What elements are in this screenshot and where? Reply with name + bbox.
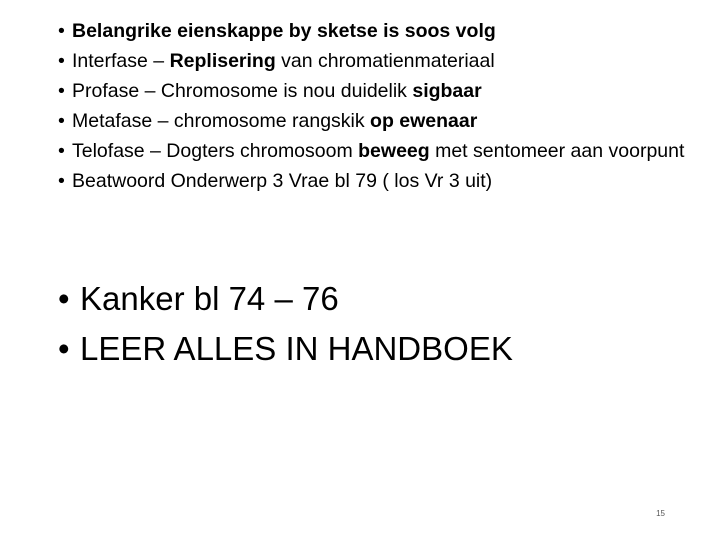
detail-bullet-item	[58, 138, 698, 164]
heading-bullet-item	[58, 324, 698, 374]
bold-text-run: Belangrike eienskappe by sketse is soos volg	[72, 20, 496, 42]
text-run: Metafase – chromosome rangskik	[72, 110, 371, 132]
text-run: van chromatienmateriaal	[275, 50, 495, 72]
bullet-text	[72, 18, 698, 44]
detail-bullet-item	[58, 48, 698, 74]
heading-bullet-text: LEER ALLES IN HANDBOEK	[80, 330, 513, 367]
detail-bullet-item	[58, 18, 698, 44]
bullet-text	[72, 168, 698, 194]
bullet-marker: •	[58, 330, 70, 367]
detail-bullet-item	[58, 168, 698, 194]
bold-text-run: Replisering	[169, 50, 276, 72]
text-run: Beatwoord Onderwerp 3 Vrae bl 79 ( los Vr 3 uit)	[72, 170, 493, 192]
bullet-marker: •	[58, 140, 65, 162]
bold-text-run: beweeg	[358, 140, 430, 162]
bullet-marker: •	[58, 280, 70, 317]
detail-bullet-item	[58, 108, 698, 134]
text-run: Telofase – Dogters chromosoom	[72, 140, 359, 162]
text-run: Profase – Chromosome is nou duidelik	[72, 80, 413, 102]
text-run: Interfase –	[72, 50, 170, 72]
bullet-marker: •	[58, 50, 65, 72]
bold-text-run: op ewenaar	[370, 110, 478, 132]
heading-bullet-list	[58, 274, 698, 374]
bullet-text	[72, 78, 698, 104]
bold-text-run: sigbaar	[412, 80, 482, 102]
bullet-marker: •	[58, 170, 65, 192]
detail-bullet-item	[58, 78, 698, 104]
detail-bullet-list	[58, 18, 698, 198]
heading-bullet-item	[58, 274, 698, 324]
bullet-text	[72, 138, 698, 164]
bullet-text	[72, 48, 698, 74]
bullet-marker: •	[58, 20, 65, 42]
page-number: 15	[656, 509, 665, 518]
heading-bullet-text: Kanker bl 74 – 76	[80, 280, 339, 317]
bullet-marker: •	[58, 110, 65, 132]
text-run: met sentomeer aan voorpunt	[429, 140, 685, 162]
bullet-marker: •	[58, 80, 65, 102]
bullet-text	[72, 108, 698, 134]
